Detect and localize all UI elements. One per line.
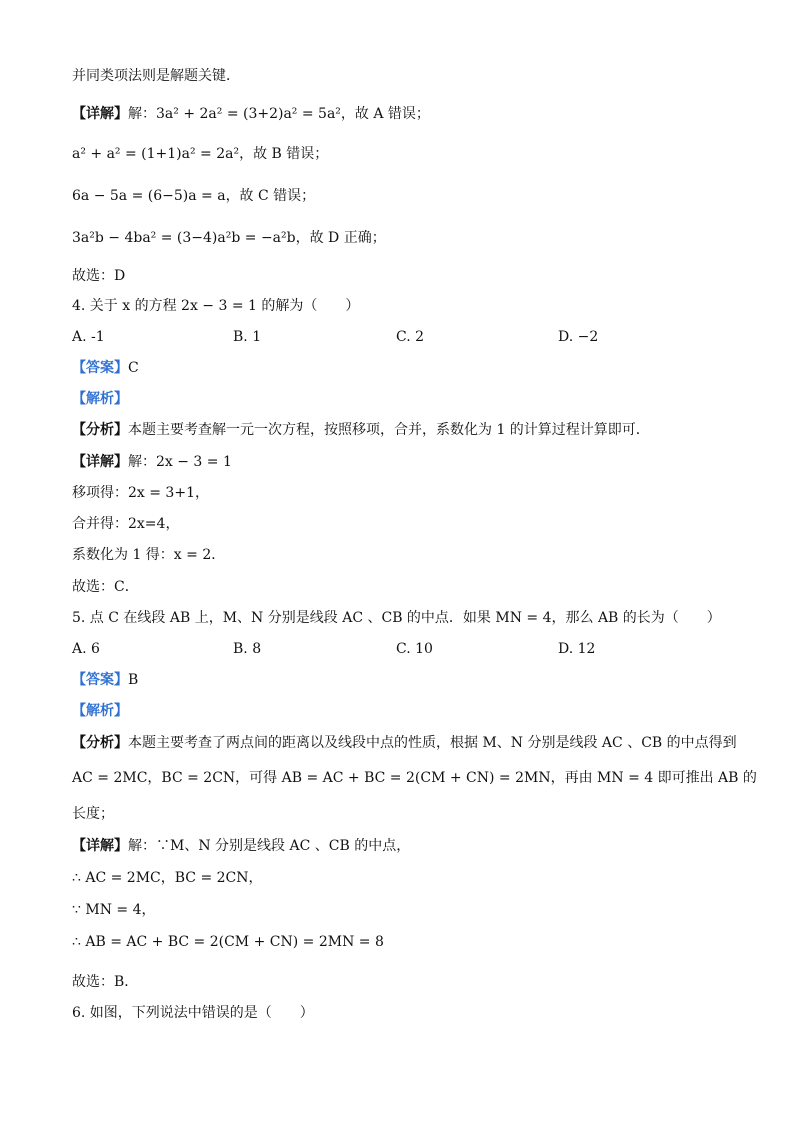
step-line: 系数化为 1 得：x = 2． — [72, 547, 226, 563]
detail-tag: 【详解】 — [72, 838, 128, 854]
answer-value: C — [128, 360, 139, 376]
step-line: ∵ MN = 4， — [72, 902, 156, 918]
option-c: C. 2 — [396, 329, 425, 345]
detail-line — [72, 104, 430, 124]
analysis-tag: 【解析】 — [72, 391, 128, 407]
analysis-line — [72, 701, 128, 721]
analysis-tag: 【解析】 — [72, 703, 128, 719]
fenxi-text: 本题主要考查解一元一次方程，按照移项，合并，系数化为 1 的计算过程计算即可． — [128, 422, 650, 438]
fenxi-line — [72, 420, 650, 440]
fenxi-tag: 【分析】 — [72, 422, 128, 438]
detail-line — [72, 452, 232, 472]
detail-text: 解：2x − 3 = 1 — [128, 454, 232, 470]
fenxi-text: 本题主要考查了两点间的距离以及线段中点的性质，根据 M、N 分别是线段 AC 、CB 的中点得到 — [128, 735, 737, 751]
option-b: B. 1 — [233, 329, 262, 345]
option-a: A. 6 — [72, 641, 100, 657]
detail-line — [72, 836, 410, 856]
answer-line — [72, 358, 139, 378]
detail-tag: 【详解】 — [72, 106, 128, 122]
answer-tag: 【答案】 — [72, 672, 128, 688]
option-c: C. 10 — [396, 641, 433, 657]
detail-text: 解：∵M、N 分别是线段 AC 、CB 的中点， — [128, 838, 411, 854]
detail-tag: 【详解】 — [72, 454, 128, 470]
answer-line — [72, 670, 138, 690]
math-line: a² + a² = (1+1)a² = 2a²，故 B 错误； — [72, 146, 329, 162]
fenxi-line-3: 长度； — [72, 806, 114, 822]
math-line: 6a − 5a = (6−5)a = a，故 C 错误； — [72, 188, 316, 204]
answer-value: B — [128, 672, 139, 688]
fenxi-tag: 【分析】 — [72, 735, 128, 751]
fenxi-line — [72, 733, 737, 753]
math-line: 3a²b − 4ba² = (3−4)a²b = −a²b，故 D 正确； — [72, 230, 386, 246]
step-line: 合并得：2x=4， — [72, 516, 180, 532]
option-d: D. 12 — [558, 641, 596, 657]
question-6: 6. 如图，下列说法中错误的是（ ） — [72, 1005, 314, 1021]
answer-tag: 【答案】 — [72, 360, 128, 376]
analysis-line — [72, 389, 128, 409]
option-a: A. -1 — [72, 329, 105, 345]
question-5: 5. 点 C 在线段 AB 上，M、N 分别是线段 AC 、CB 的中点．如果 MN = 4，那么 AB 的长为（ ） — [72, 610, 721, 626]
choice-line: 故选：B． — [72, 974, 139, 990]
fenxi-line-2: AC = 2MC，BC = 2CN，可得 AB = AC + BC = 2(CM + CN) = 2MN，再由 MN = 4 即可推出 AB 的 — [72, 770, 757, 786]
step-line: ∴ AC = 2MC，BC = 2CN， — [72, 870, 263, 886]
option-d: D. −2 — [558, 329, 599, 345]
question-4: 4. 关于 x 的方程 2x − 3 = 1 的解为（ ） — [72, 298, 360, 314]
text-line: 并同类项法则是解题关键． — [72, 68, 240, 84]
choice-line: 故选：D — [72, 268, 126, 284]
step-line: ∴ AB = AC + BC = 2(CM + CN) = 2MN = 8 — [72, 934, 384, 950]
step-line: 移项得：2x = 3+1， — [72, 485, 209, 501]
detail-text: 解：3a² + 2a² = (3+2)a² = 5a²，故 A 错误； — [128, 106, 430, 122]
option-b: B. 8 — [233, 641, 262, 657]
choice-line: 故选：C． — [72, 579, 139, 595]
